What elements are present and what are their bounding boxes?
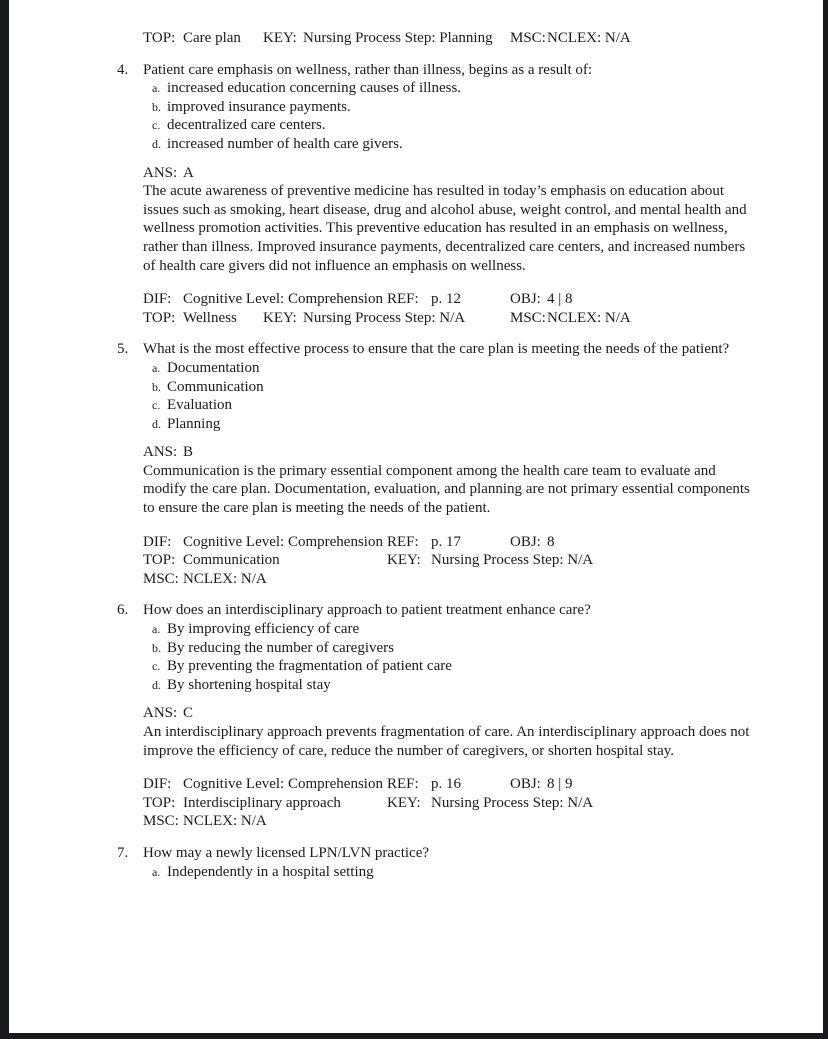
- meta-value-msc: NCLEX: N/A: [547, 309, 631, 326]
- answer-block: [143, 443, 751, 517]
- meta-label-ref: REF:: [387, 291, 419, 308]
- question-number: 4.: [117, 61, 129, 78]
- answer-value: A: [183, 164, 194, 181]
- option-text: Documentation: [167, 359, 260, 376]
- meta-value-dif: Cognitive Level: Comprehension: [183, 533, 383, 550]
- meta-row-continuation: [143, 29, 751, 48]
- meta-value-top: Communication: [183, 552, 280, 569]
- meta-value-obj: 4 | 8: [547, 291, 573, 308]
- answer-label: ANS:: [143, 164, 178, 181]
- meta-row-2: [143, 551, 751, 570]
- option-letter: a.: [152, 81, 161, 96]
- option-letter: b.: [152, 99, 161, 114]
- meta-row-1: [143, 533, 751, 552]
- rationale-text: The acute awareness of preventive medicine has resulted in today’s emphasis on education about issues such as smoking, heart disease, drug and alcohol abuse, weight control, and mental health and wellness promotion activities. This preventive education has resulted in an emphasis on wellness, rather than illness. Improved insurance payments, decentralized care centers, and increased numbers of health care givers did not influence an emphasis on wellness.: [143, 183, 747, 274]
- meta-label-dif: DIF:: [143, 291, 172, 308]
- option-a: [143, 863, 751, 882]
- question-text: How does an interdisciplinary approach to patient treatment enhance care?: [143, 602, 591, 619]
- viewer-edge-bottom: [0, 1033, 828, 1039]
- question-text: How may a newly licensed LPN/LVN practice?: [143, 844, 430, 861]
- option-d: [143, 135, 751, 154]
- question-text: What is the most effective process to ensure that the care plan is meeting the needs of the patient?: [143, 341, 730, 358]
- meta-label-key: KEY:: [263, 309, 297, 326]
- option-a: [143, 620, 751, 639]
- meta-value-top: Interdisciplinary approach: [183, 794, 341, 811]
- question-5: [117, 340, 751, 359]
- meta-label-obj: OBJ:: [510, 533, 541, 550]
- answer-label: ANS:: [143, 444, 178, 461]
- viewer-edge-left: [0, 0, 9, 1039]
- meta-value-dif: Cognitive Level: Comprehension: [183, 776, 383, 793]
- option-letter: d.: [152, 677, 161, 692]
- option-text: Planning: [167, 415, 221, 432]
- meta-value-key: Nursing Process Step: N/A: [303, 309, 466, 326]
- meta-value-msc: NCLEX: N/A: [547, 30, 631, 46]
- meta-label-key: KEY:: [387, 794, 421, 811]
- meta-label-top: TOP:: [143, 30, 176, 46]
- option-letter: c.: [152, 118, 161, 133]
- option-letter: b.: [152, 379, 161, 394]
- answer-value: C: [183, 705, 194, 722]
- answer-block: [143, 164, 751, 276]
- meta-value-obj: 8 | 9: [547, 776, 573, 793]
- meta-value-top: Care plan: [183, 30, 241, 46]
- meta-value-ref: p. 12: [431, 291, 461, 308]
- option-a: [143, 359, 751, 378]
- option-letter: d.: [152, 416, 161, 431]
- meta-label-ref: REF:: [387, 776, 419, 793]
- question-text: Patient care emphasis on wellness, rather than illness, begins as a result of:: [143, 61, 593, 78]
- meta-label-dif: DIF:: [143, 533, 172, 550]
- meta-value-top: Wellness: [183, 309, 237, 326]
- meta-label-obj: OBJ:: [510, 776, 541, 793]
- meta-label-msc: MSC:: [143, 813, 179, 830]
- meta-label-top: TOP:: [143, 794, 176, 811]
- viewer-edge-right: [823, 0, 828, 1039]
- answer-block: [143, 704, 751, 760]
- meta-row-1: [143, 775, 751, 794]
- meta-label-key: KEY:: [387, 552, 421, 569]
- meta-label-msc: MSC:: [510, 309, 546, 326]
- option-a: [143, 79, 751, 98]
- meta-label-dif: DIF:: [143, 776, 172, 793]
- meta-label-msc: MSC:: [143, 570, 179, 587]
- option-text: increased number of health care givers.: [167, 135, 403, 152]
- option-letter: c.: [152, 659, 161, 674]
- option-d: [143, 415, 751, 434]
- meta-label-obj: OBJ:: [510, 291, 541, 308]
- option-letter: d.: [152, 136, 161, 151]
- option-text: By preventing the fragmentation of patient care: [167, 658, 452, 675]
- rationale-text: Communication is the primary essential component among the health care team to evaluate and modify the care plan. Documentation, evaluation, and planning are not primary essential components to ensure the care plan is meeting the needs of the patient.: [143, 462, 750, 517]
- option-text: By reducing the number of caregivers: [167, 639, 394, 656]
- meta-value-dif: Cognitive Level: Comprehension: [183, 291, 383, 308]
- meta-value-ref: p. 16: [431, 776, 461, 793]
- option-b: [143, 98, 751, 117]
- option-b: [143, 378, 751, 397]
- meta-value-key: Nursing Process Step: N/A: [431, 794, 594, 811]
- meta-row-2: [143, 794, 751, 813]
- option-letter: a.: [152, 622, 161, 637]
- meta-row-3: [143, 812, 751, 831]
- metadata-block: [143, 775, 751, 831]
- option-b: [143, 639, 751, 658]
- answer-row: [143, 164, 751, 183]
- option-text: decentralized care centers.: [167, 117, 326, 134]
- question-4: [117, 61, 751, 80]
- option-text: By improving efficiency of care: [167, 621, 360, 638]
- meta-label-top: TOP:: [143, 552, 176, 569]
- page-content: [117, 29, 751, 881]
- option-letter: c.: [152, 398, 161, 413]
- meta-row-1: [143, 290, 751, 309]
- option-text: Communication: [167, 378, 264, 395]
- meta-value-msc: NCLEX: N/A: [183, 570, 267, 587]
- metadata-block: [143, 290, 751, 327]
- option-letter: a.: [152, 864, 161, 879]
- rationale-text: An interdisciplinary approach prevents fragmentation of care. An interdisciplinary approach does not improve the efficiency of care, reduce the number of caregivers, or shorten hospital stay.: [143, 724, 750, 759]
- meta-value-key: Nursing Process Step: Planning: [303, 30, 493, 46]
- option-text: Evaluation: [167, 397, 232, 414]
- question-number: 5.: [117, 341, 129, 358]
- option-text: increased education concerning causes of illness.: [167, 80, 462, 97]
- option-letter: b.: [152, 640, 161, 655]
- option-letter: a.: [152, 360, 161, 375]
- question-number: 6.: [117, 602, 129, 619]
- option-c: [143, 396, 751, 415]
- meta-label-key: KEY:: [263, 30, 297, 46]
- option-text: Independently in a hospital setting: [167, 863, 374, 880]
- meta-label-msc: MSC:: [510, 30, 546, 46]
- meta-value-obj: 8: [547, 533, 555, 550]
- option-c: [143, 657, 751, 676]
- answer-row: [143, 443, 751, 462]
- meta-value-ref: p. 17: [431, 533, 461, 550]
- metadata-block: [143, 533, 751, 589]
- meta-value-msc: NCLEX: N/A: [183, 813, 267, 830]
- answer-label: ANS:: [143, 705, 178, 722]
- meta-label-ref: REF:: [387, 533, 419, 550]
- answer-value: B: [183, 444, 194, 461]
- question-7: [117, 844, 751, 863]
- option-d: [143, 676, 751, 695]
- meta-label-top: TOP:: [143, 309, 176, 326]
- meta-row-2: [143, 309, 751, 328]
- question-number: 7.: [117, 844, 129, 861]
- option-text: By shortening hospital stay: [167, 676, 331, 693]
- option-c: [143, 116, 751, 135]
- meta-value-key: Nursing Process Step: N/A: [431, 552, 594, 569]
- meta-row-3: [143, 570, 751, 589]
- answer-row: [143, 704, 751, 723]
- option-text: improved insurance payments.: [167, 98, 351, 115]
- question-6: [117, 601, 751, 620]
